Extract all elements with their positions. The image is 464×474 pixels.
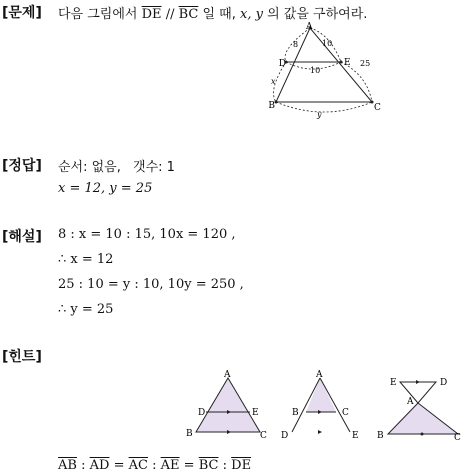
- answer-label: [정답]: [2, 158, 42, 174]
- problem-text-end: 의 값을 구하여라.: [267, 7, 368, 22]
- len-de: 10: [310, 66, 321, 75]
- fig2-label-b: B: [292, 408, 299, 418]
- fig3-label-d: D: [440, 378, 448, 388]
- fig3-label-a: A: [407, 397, 414, 407]
- answer-meta: [58, 156, 175, 175]
- fig1-label-d: D: [198, 408, 206, 418]
- ratio-ad: $\overline{AD}$: [89, 458, 110, 473]
- hint-ratio: [58, 458, 251, 473]
- fig3-label-b: B: [377, 431, 384, 441]
- problem-figure: [262, 20, 392, 120]
- len-ad: 8: [293, 40, 299, 49]
- ratio-colon-1: :: [81, 458, 86, 473]
- fig1-label-a: A: [224, 370, 231, 380]
- fig3-label-e: E: [390, 378, 397, 388]
- problem-vars: x, y: [240, 7, 263, 22]
- fig1-label-b: B: [186, 429, 193, 439]
- ratio-colon-3: :: [222, 458, 227, 473]
- fig1-triangle: [196, 378, 260, 432]
- fig2-shaded-triangle: [306, 378, 336, 412]
- fig2-label-c: C: [342, 408, 349, 418]
- label-a: A: [306, 22, 313, 32]
- problem-text-start: 다음 그림에서: [58, 7, 138, 22]
- len-ec: 25: [360, 59, 371, 68]
- fig2-label-e: E: [352, 431, 359, 441]
- fig3-label-c: C: [454, 433, 461, 443]
- fig2-label-d: D: [281, 431, 289, 441]
- solution-line-3: 25 : 10 = y : 10, 10y = 250 ,: [58, 277, 244, 292]
- fig2-label-a: A: [316, 370, 323, 380]
- len-db: x: [271, 77, 276, 86]
- answer-count: 갯수: 1: [133, 160, 175, 175]
- problem-label: [문제]: [2, 5, 42, 21]
- len-ae: 10: [322, 39, 333, 48]
- label-c: C: [374, 103, 381, 113]
- len-bc: y: [317, 110, 322, 119]
- hint-figure-3: [372, 372, 464, 444]
- hint-figure-1: [182, 368, 272, 442]
- fig1-label-e: E: [252, 408, 259, 418]
- ratio-colon-2: :: [152, 458, 157, 473]
- segment-de: $\overline{DE}$: [141, 7, 162, 22]
- label-b: B: [268, 101, 275, 111]
- answer-order: 순서: 없음,: [58, 160, 121, 175]
- fig3-lower-triangle: [388, 403, 458, 434]
- ratio-ae: $\overline{AE}$: [160, 458, 180, 473]
- segment-bc: $\overline{BC}$: [178, 7, 199, 22]
- fig1-label-c: C: [260, 431, 267, 441]
- ratio-bc: $\overline{BC}$: [198, 458, 219, 473]
- label-e: E: [344, 58, 351, 68]
- ratio-ab: $\overline{AB}$: [58, 458, 77, 473]
- ratio-de: $\overline{DE}$: [231, 458, 252, 473]
- ratio-eq-2: =: [183, 458, 195, 473]
- solution-line-1: 8 : x = 10 : 15, 10x = 120 ,: [58, 227, 236, 242]
- hint-label: [힌트]: [2, 349, 42, 365]
- arc-bc: [276, 102, 372, 112]
- problem-text-mid: 일 때,: [202, 7, 236, 22]
- answer-value: x = 12, y = 25: [58, 181, 153, 196]
- parallel-symbol: //: [165, 7, 175, 22]
- solution-line-4: ∴ y = 25: [58, 302, 114, 317]
- label-d: D: [278, 59, 286, 69]
- hint-figure-2: [278, 368, 366, 442]
- ratio-eq-1: =: [113, 458, 125, 473]
- fig3-upper-triangle: [400, 382, 436, 403]
- ratio-ac: $\overline{AC}$: [128, 458, 148, 473]
- solution-line-2: ∴ x = 12: [58, 252, 114, 267]
- solution-label: [해설]: [2, 229, 42, 245]
